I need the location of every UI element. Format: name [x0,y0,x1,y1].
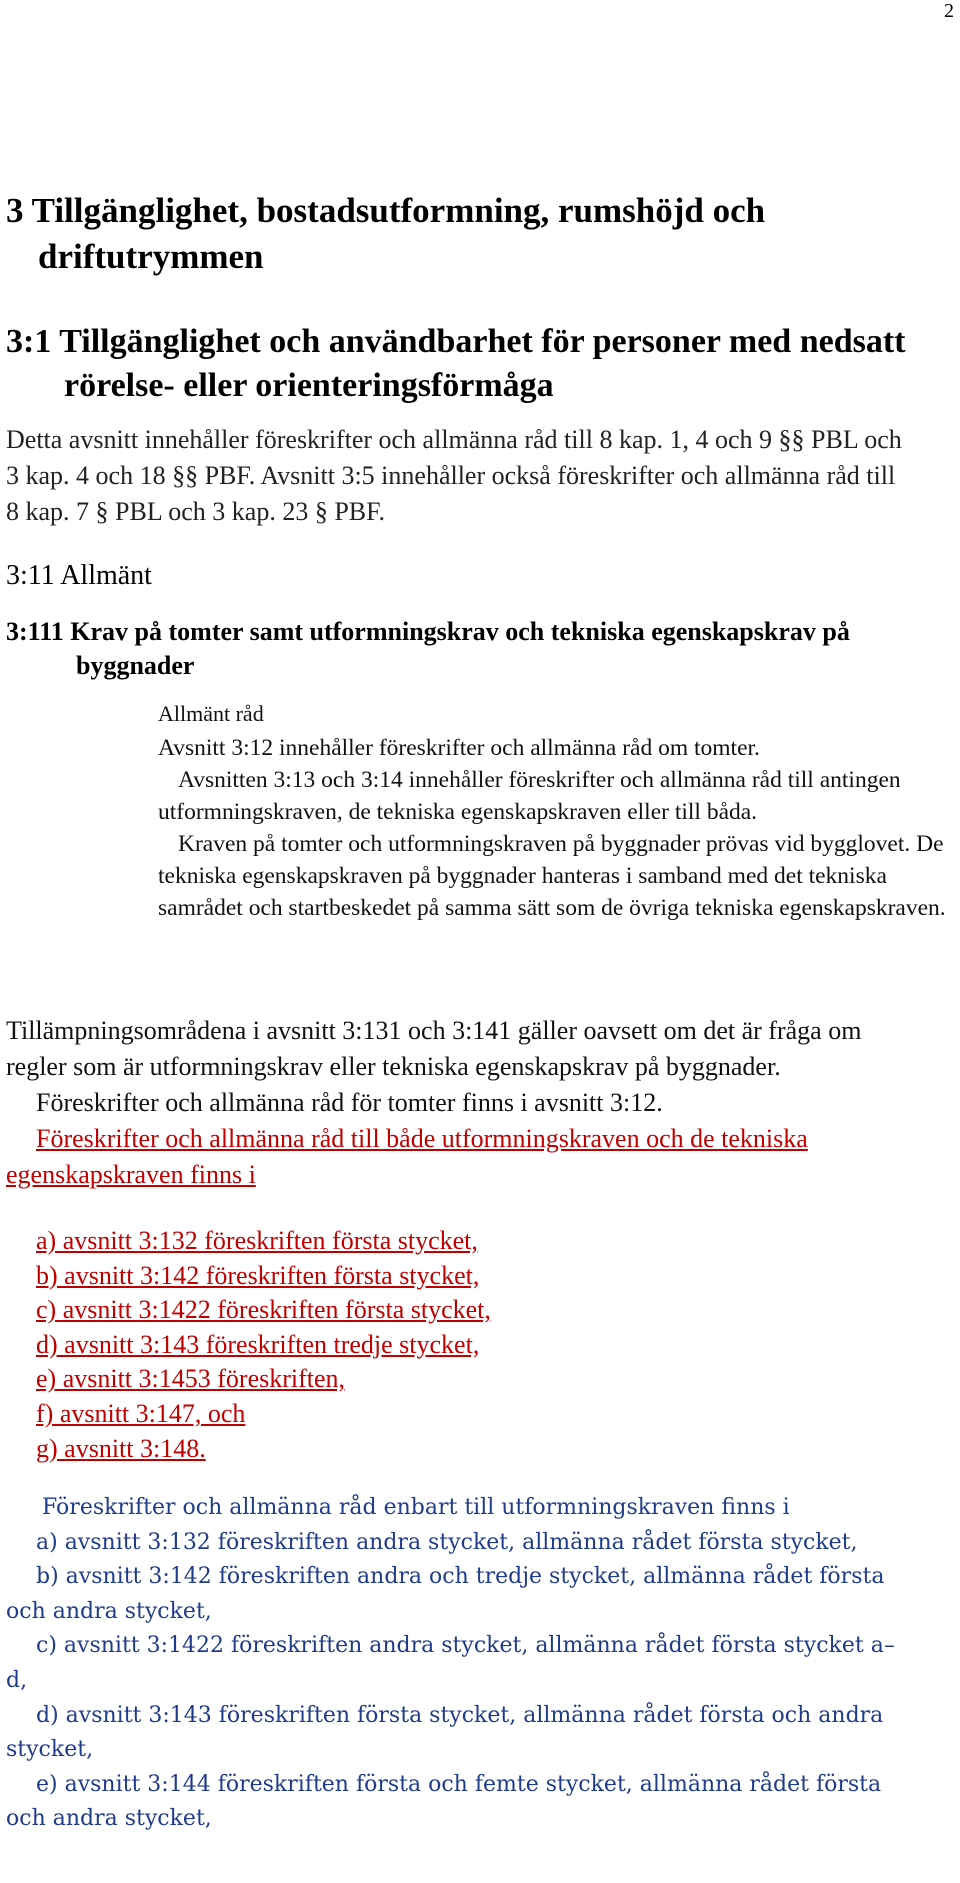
list-item: c) avsnitt 3:1422 föreskriften första stycket, [36,1295,491,1325]
chapter-heading: 3 Tillgänglighet, bostadsutformning, rumshöjd och driftutrymmen [6,191,766,276]
applicability-section [6,1013,906,1193]
list-item: e) avsnitt 3:1453 föreskriften, [36,1364,346,1394]
blue-section-intro: Föreskrifter och allmänna råd enbart till utformningskraven finns i [42,1495,790,1520]
list-item: d) avsnitt 3:143 föreskriften första stycket, allmänna rådet första och andra stycket, [6,1702,884,1763]
list-item: a) avsnitt 3:132 föreskriften första stycket, [36,1226,478,1255]
general-advice-heading: Allmänt råd [158,701,264,726]
list-item: b) avsnitt 3:142 föreskriften första stycket, [36,1260,480,1290]
list-item: f) avsnitt 3:147, och [36,1398,246,1428]
blue-section [6,1491,906,1837]
blue-reference-list [6,1526,906,1837]
list-item: b) avsnitt 3:142 föreskriften andra och tredje stycket, allmänna rådet första och andra stycket, [6,1564,885,1624]
list-item: d) avsnitt 3:143 föreskriften tredje stycket, [36,1329,480,1359]
subsection-heading: 3:11 Allmänt [6,560,152,591]
red-section-intro: Föreskrifter och allmänna råd till både utformningskraven och de tekniska egenskapskraven finns i [6,1124,808,1189]
section-heading: 3:1 Tillgänglighet och användbarhet för personer med nedsatt rörelse- eller orienteringsförmåga [6,323,906,404]
general-advice-paragraph: Avsnitt 3:12 innehåller föreskrifter och allmänna råd om tomter. [158,735,760,761]
red-reference-list [36,1224,491,1466]
applicability-paragraph: Tillämpningsområdena i avsnitt 3:131 och 3:141 gäller oavsett om det är fråga om regler som är utformningskrav eller tekniska egenskapskrav på byggnader. [6,1016,862,1081]
list-item: e) avsnitt 3:144 föreskriften första och femte stycket, allmänna rådet första och andra stycket, [6,1771,882,1832]
general-advice-box [158,698,948,924]
subsubsection-heading: 3:111 Krav på tomter samt utformningskrav och tekniska egenskapskrav på byggnader [6,617,850,680]
general-advice-paragraph: Kraven på tomter och utformningskraven på byggnader prövas vid bygglovet. De tekniska egenskapskraven på byggnader hanteras i samband med det tekniska samrådet och startbeskedet på samma sätt som de övriga tekniska egenskapskraven. [158,831,946,921]
list-item: g) avsnitt 3:148. [36,1433,206,1463]
list-item: c) avsnitt 3:1422 föreskriften andra stycket, allmänna rådet första stycket a–d, [6,1633,895,1693]
applicability-paragraph: Föreskrifter och allmänna råd för tomter finns i avsnitt 3:12. [36,1088,663,1117]
page-number: 2 [944,0,954,22]
intro-paragraph: Detta avsnitt innehåller föreskrifter och allmänna råd till 8 kap. 1, 4 och 9 §§ PBL och 3 kap. 4 och 18 §§ PBF. Avsnitt 3:5 innehåller också föreskrifter och allmänna råd till 8 kap. 7 § PBL och 3 kap. 23 § PBF. [6,425,902,526]
list-item: a) avsnitt 3:132 föreskriften andra stycket, allmänna rådet första stycket, [36,1529,858,1555]
general-advice-paragraph: Avsnitten 3:13 och 3:14 innehåller föreskrifter och allmänna råd till antingen utformningskraven, de tekniska egenskapskraven eller till båda. [158,767,901,825]
